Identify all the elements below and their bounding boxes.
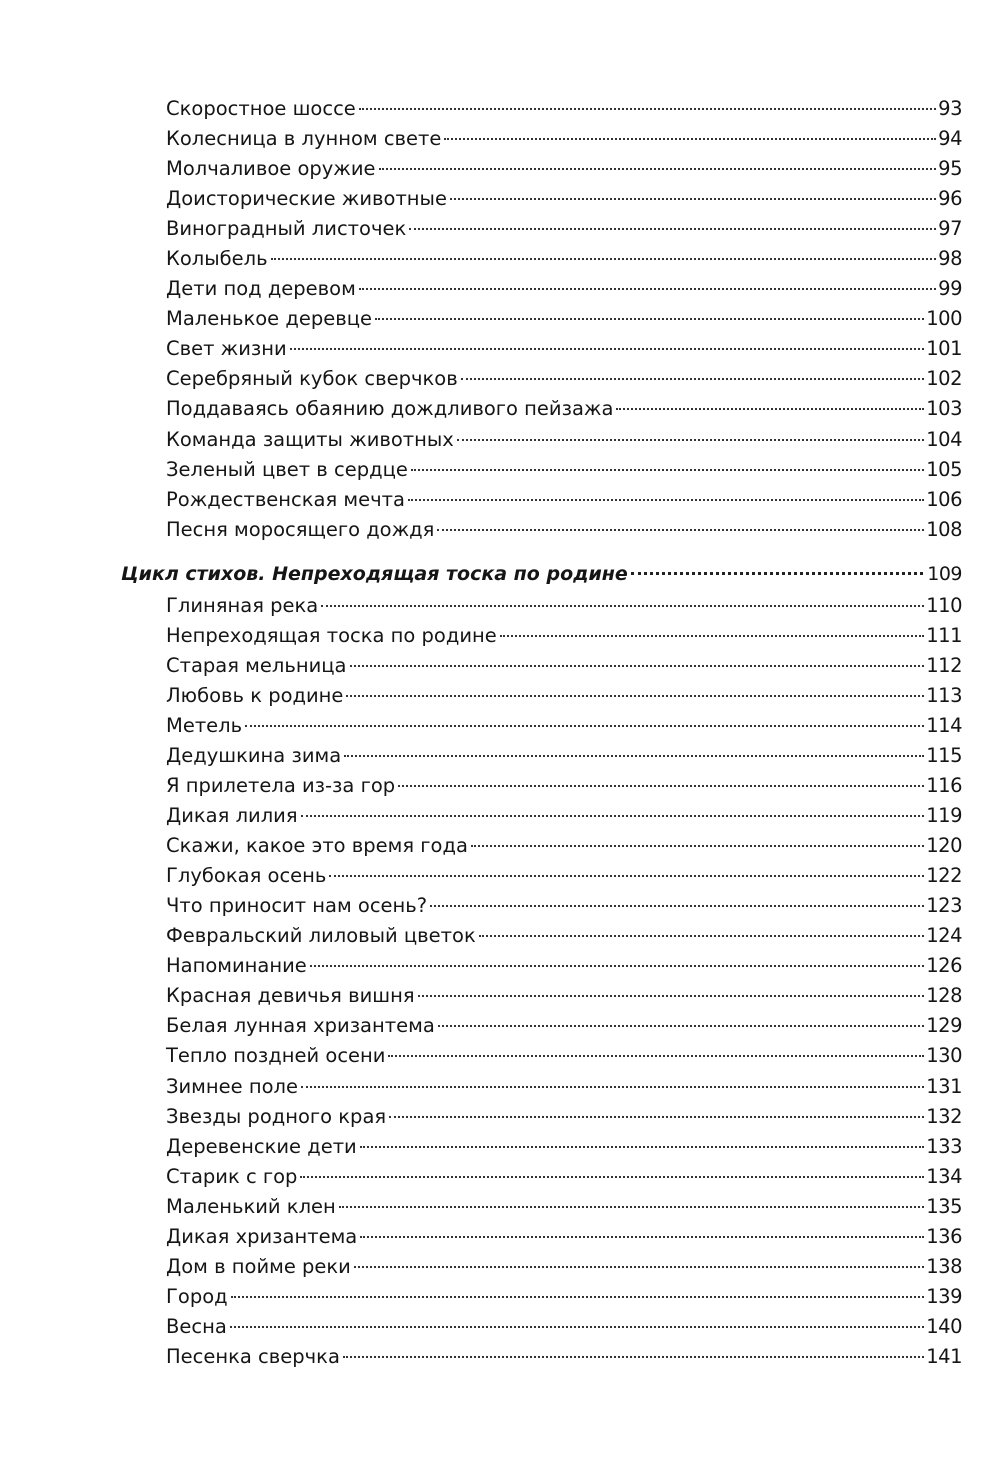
toc-entry-page: 138	[926, 1254, 962, 1278]
toc-entry	[0, 861, 962, 891]
dot-leader	[379, 168, 937, 170]
toc-entry	[0, 891, 962, 921]
toc-entry	[0, 1192, 962, 1222]
toc-entry	[0, 1072, 962, 1102]
dot-leader	[359, 108, 936, 110]
toc-entry-page: 139	[926, 1284, 962, 1308]
toc-section-heading	[0, 559, 962, 589]
dot-leader	[457, 439, 924, 441]
toc-entry	[0, 1162, 962, 1192]
toc-entry	[0, 394, 962, 424]
toc-entry-title: Рождественская мечта	[166, 487, 405, 511]
dot-leader	[437, 529, 924, 531]
toc-entry	[0, 334, 962, 364]
toc-entry-title: Звезды родного края	[166, 1104, 387, 1128]
dot-leader	[444, 138, 936, 140]
dot-leader	[245, 725, 924, 727]
toc-entry	[0, 154, 962, 184]
toc-entry-page: 100	[926, 307, 962, 331]
dot-leader	[339, 1206, 924, 1208]
toc-entry-title: Дедушкина зима	[166, 743, 342, 767]
toc-entry	[0, 951, 962, 981]
toc-entry-title: Песня моросящего дождя	[166, 517, 435, 541]
toc-entry-page: 120	[926, 834, 962, 858]
toc-entry-title: Глиняная река	[166, 593, 319, 617]
toc-entry-title: Серебряный кубок сверчков	[166, 367, 458, 391]
dot-leader	[375, 318, 924, 320]
toc-entry-page: 115	[926, 743, 962, 767]
toc-entry-page: 111	[926, 623, 962, 647]
toc-entry	[0, 1342, 962, 1372]
dot-leader	[344, 755, 924, 757]
toc-entry-page: 114	[926, 713, 962, 737]
dot-leader	[300, 1176, 924, 1178]
dot-leader	[388, 1055, 924, 1057]
toc-entry-page: 129	[926, 1014, 962, 1038]
dot-leader	[360, 1146, 925, 1148]
toc-entry	[0, 591, 962, 621]
toc-entry-title: Колыбель	[166, 247, 268, 271]
toc-entry	[0, 184, 962, 214]
toc-entry-title: Доисторические животные	[166, 187, 447, 211]
toc-entry-title: Скоростное шоссе	[166, 97, 356, 120]
toc-entry-title: Красная девичья вишня	[166, 984, 415, 1008]
toc-entry-title: Я прилетела из-за гор	[166, 774, 396, 798]
toc-entry-title: Зимнее поле	[166, 1074, 298, 1098]
dot-leader	[479, 935, 925, 937]
toc-entry-title: Старая мельница	[166, 653, 347, 677]
toc-entry-title: Любовь к родине	[166, 683, 344, 707]
toc-entry-title: Виноградный листочек	[166, 217, 407, 241]
toc-entry	[0, 651, 962, 681]
dot-leader	[430, 905, 924, 907]
toc-entry	[0, 1132, 962, 1162]
toc-entry-page: 119	[926, 804, 962, 828]
toc-entry-title: Старик с гор	[166, 1164, 298, 1188]
toc-entry	[0, 771, 962, 801]
toc-entry-page: 102	[926, 367, 962, 391]
toc-entry-title: Непреходящая тоска по родине	[166, 623, 497, 647]
toc-entry-page: 136	[926, 1224, 962, 1248]
toc-entry-page: 110	[926, 593, 962, 617]
toc-entry-title: Дикая лилия	[166, 804, 298, 828]
toc-entry	[0, 1011, 962, 1041]
dot-leader	[471, 845, 924, 847]
dot-leader	[310, 965, 924, 967]
toc-entry-title: Белая лунная хризантема	[166, 1014, 435, 1038]
dot-leader	[359, 288, 936, 290]
toc-entry	[0, 274, 962, 304]
toc-entry-title: Маленький клен	[166, 1194, 336, 1218]
toc-entry-page: 134	[926, 1164, 962, 1188]
section-page: 109	[927, 562, 962, 585]
toc-entry-page: 105	[926, 457, 962, 481]
toc-entry	[0, 921, 962, 951]
dot-leader	[230, 1326, 924, 1328]
toc-entry	[0, 244, 962, 274]
dot-leader	[418, 995, 925, 997]
toc-entry-title: Молчаливое оружие	[166, 157, 376, 181]
toc-entry	[0, 1312, 962, 1342]
toc-entry-page: 140	[926, 1314, 962, 1338]
toc-entry-title: Дикая хризантема	[166, 1224, 358, 1248]
toc-entry	[0, 711, 962, 741]
toc-entry	[0, 741, 962, 771]
toc-entry-page: 101	[926, 337, 962, 361]
toc-entry-page: 112	[926, 653, 962, 677]
toc-entry	[0, 214, 962, 244]
toc-entry-page: 128	[926, 984, 962, 1008]
toc-entry-title: Тепло поздней осени	[166, 1044, 386, 1068]
toc-entry-page: 126	[926, 954, 962, 978]
toc-entry-title: Что приносит нам осень?	[166, 894, 428, 918]
toc-entry-title: Маленькое деревце	[166, 307, 372, 331]
dot-leader	[350, 665, 925, 667]
dot-leader	[389, 1116, 924, 1118]
toc-entry	[0, 981, 962, 1011]
toc-entry-page: 123	[926, 894, 962, 918]
dot-leader	[461, 378, 925, 380]
toc-entry-title: Дети под деревом	[166, 277, 356, 301]
toc-entry-title: Песенка сверчка	[166, 1344, 340, 1368]
toc-entry	[0, 1252, 962, 1282]
dot-leader	[408, 499, 924, 501]
dot-leader	[329, 875, 924, 877]
toc-entry-page: 94	[938, 127, 962, 151]
toc-entry-page: 104	[926, 427, 962, 451]
toc-entry-page: 122	[926, 864, 962, 888]
toc-entry-title: Дом в пойме реки	[166, 1254, 351, 1278]
dot-leader	[616, 408, 924, 410]
dot-leader	[398, 785, 924, 787]
toc-entry-page: 95	[938, 157, 962, 181]
toc-entry-page: 116	[926, 774, 962, 798]
dot-leader	[411, 469, 924, 471]
section-title: Цикл стихов. Непреходящая тоска по родине	[121, 562, 628, 585]
dot-leader	[450, 198, 936, 200]
toc-entry-title: Глубокая осень	[166, 864, 327, 888]
toc-entry	[0, 801, 962, 831]
toc-entry	[0, 681, 962, 711]
dot-leader	[346, 695, 924, 697]
toc-entry	[0, 1102, 962, 1132]
toc-entry-title: Город	[166, 1284, 228, 1308]
toc-entry-title: Весна	[166, 1314, 227, 1338]
toc-entry-title: Деревенские дети	[166, 1134, 357, 1158]
toc-group-2	[0, 591, 1000, 1372]
toc-entry-title: Напоминание	[166, 954, 307, 978]
toc-entry-title: Скажи, какое это время года	[166, 834, 468, 858]
toc-entry-page: 99	[938, 277, 962, 301]
toc-entry	[0, 304, 962, 334]
toc-entry-title: Метель	[166, 713, 243, 737]
dot-leader	[321, 605, 924, 607]
toc-entry-page: 96	[938, 187, 962, 211]
dot-leader	[360, 1236, 924, 1238]
toc-entry-page: 113	[926, 683, 962, 707]
dot-leader	[301, 815, 925, 817]
dot-leader	[438, 1025, 924, 1027]
toc-entry-title: Команда защиты животных	[166, 427, 454, 451]
dot-leader	[409, 228, 936, 230]
dot-leader	[354, 1266, 924, 1268]
toc-entry-page: 106	[926, 487, 962, 511]
toc-entry	[0, 124, 962, 154]
toc-entry-title: Поддаваясь обаянию дождливого пейзажа	[166, 397, 614, 421]
toc-entry-page: 130	[926, 1044, 962, 1068]
dot-leader	[500, 635, 925, 637]
toc-entry-title: Зеленый цвет в сердце	[166, 457, 408, 481]
table-of-contents	[0, 94, 1000, 1372]
toc-entry-page: 132	[926, 1104, 962, 1128]
toc-entry-title: Свет жизни	[166, 337, 287, 361]
toc-group-1	[0, 94, 1000, 545]
dot-leader	[343, 1356, 924, 1358]
toc-entry	[0, 425, 962, 455]
toc-entry-page: 103	[926, 397, 962, 421]
toc-entry	[0, 621, 962, 651]
dot-leader	[301, 1086, 924, 1088]
toc-entry-page: 133	[926, 1134, 962, 1158]
dot-leader	[271, 258, 937, 260]
toc-entry	[0, 485, 962, 515]
toc-entry-page: 135	[926, 1194, 962, 1218]
toc-entry-page: 131	[926, 1074, 962, 1098]
toc-entry	[0, 455, 962, 485]
toc-entry	[0, 1041, 962, 1071]
toc-entry-title: Колесница в лунном свете	[166, 127, 442, 151]
dot-leader	[231, 1296, 925, 1298]
toc-entry-page: 97	[938, 217, 962, 241]
toc-entry-page: 108	[926, 517, 962, 541]
toc-entry	[0, 364, 962, 394]
dot-leader	[631, 572, 923, 575]
toc-entry	[0, 831, 962, 861]
toc-entry-page: 124	[926, 924, 962, 948]
toc-entry	[0, 1282, 962, 1312]
toc-entry	[0, 94, 962, 124]
toc-entry-page: 98	[938, 247, 962, 271]
toc-entry-title: Февральский лиловый цветок	[166, 924, 476, 948]
toc-entry	[0, 515, 962, 545]
toc-entry	[0, 1222, 962, 1252]
dot-leader	[290, 348, 925, 350]
toc-entry-page: 141	[926, 1344, 962, 1368]
toc-entry-page: 93	[938, 97, 962, 120]
